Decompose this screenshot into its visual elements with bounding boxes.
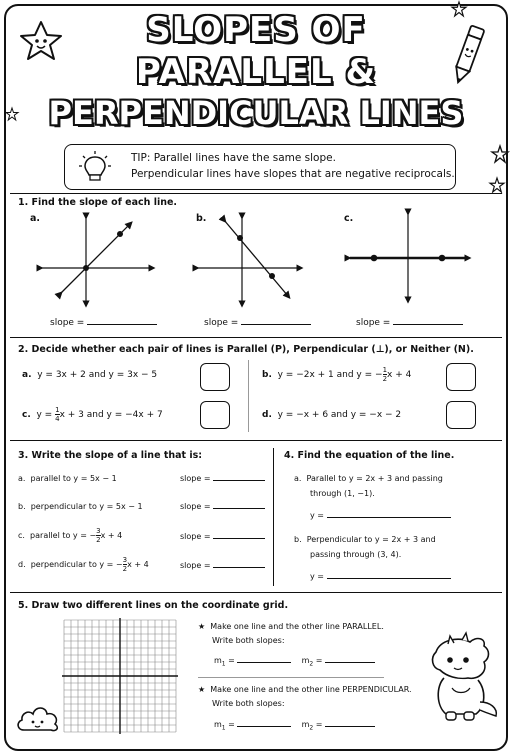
q4-a-line-1 (294, 474, 443, 483)
equals: = (228, 720, 235, 729)
equals: = (315, 656, 323, 665)
q2-a-label: a. (22, 370, 32, 380)
q4-b-text: Perpendicular to y = 2x + 3 and (306, 535, 436, 544)
q1-slope-a (50, 318, 157, 328)
q3-b-label: b. (18, 502, 26, 511)
q3-a-label: a. (18, 474, 26, 483)
answer-blank[interactable] (87, 324, 157, 325)
q4-a-answer (310, 511, 451, 520)
q4-b-line-2: passing through (3, 4). (310, 550, 402, 559)
q5-heading: 5. Draw two different lines on the coordinate grid. (18, 600, 289, 611)
q2-b-text2: x + 4 (387, 370, 412, 380)
answer-blank[interactable] (393, 324, 463, 325)
slope-label: slope = (204, 318, 239, 328)
star-icon (490, 178, 504, 192)
q3-item-c (18, 527, 122, 544)
q3-slope-d (180, 561, 265, 570)
answer-blank[interactable] (327, 517, 451, 518)
q5-inst1-line-2: Write both slopes: (212, 636, 285, 645)
q3-item-d (18, 556, 149, 573)
q3-c-label: c. (18, 531, 25, 540)
q5-inst1-text: Make one line and the other line PARALLEL. (210, 622, 384, 631)
page-title-line-2: PARALLEL & (135, 52, 377, 92)
answer-blank[interactable] (213, 508, 265, 509)
q4-b-answer (310, 572, 451, 581)
star-bullet-icon: ★ (198, 622, 206, 631)
q3-item-a (18, 474, 117, 483)
q5-instruction-2 (198, 685, 412, 694)
answer-blank[interactable] (213, 567, 265, 568)
frac-den: 4 (55, 415, 60, 423)
q5-inst2-line-2: Write both slopes: (212, 699, 285, 708)
equals: = (315, 720, 323, 729)
lightbulb-icon (75, 151, 115, 185)
q5-inst2-text: Make one line and the other line PERPENDICULAR. (210, 685, 412, 694)
slope-label: slope = (180, 532, 211, 541)
frac-num: 1 (382, 366, 388, 374)
dinosaur-icon (418, 632, 500, 724)
q2-b-text1: y = −2x + 1 and y = − (277, 370, 383, 380)
q3-slope-c (180, 532, 265, 541)
frac-num: 1 (55, 406, 60, 414)
q3-item-b (18, 502, 143, 511)
q2-a (22, 370, 157, 380)
q2-d (262, 410, 401, 420)
answer-blank[interactable] (241, 324, 311, 325)
equals: = (228, 656, 235, 665)
slope-label: slope = (180, 474, 211, 483)
m1-sub: 1 (221, 660, 226, 668)
answer-blank[interactable] (213, 538, 265, 539)
divider (10, 592, 502, 593)
q3-d-text: perpendicular to y = − (30, 560, 123, 569)
q2-b (262, 366, 411, 383)
answer-blank[interactable] (327, 578, 451, 579)
page-title-line-1: SLOPES OF (146, 10, 366, 50)
frac-den: 2 (122, 565, 128, 573)
slope-label: slope = (356, 318, 391, 328)
frac-num: 3 (96, 527, 101, 535)
y-label: y = (310, 511, 324, 520)
q4-a-line-2: through (1, −1). (310, 489, 375, 498)
q5-instruction-1 (198, 622, 384, 631)
column-divider (248, 360, 249, 432)
q3-slope-a (180, 474, 265, 483)
q3-heading: 3. Write the slope of a line that is: (18, 450, 203, 461)
q1-label-b: b. (196, 213, 207, 224)
q3-c-text-post: x + 4 (100, 531, 123, 540)
q1-graph-b (192, 212, 304, 308)
q2-heading: 2. Decide whether each pair of lines is Parallel (P), Perpendicular (⊥), or Neither (N). (18, 344, 474, 355)
q5-perpendicular-slopes (214, 720, 375, 732)
q2-b-answer-box[interactable] (446, 363, 476, 391)
q2-c-label: c. (22, 410, 31, 420)
slope-label: slope = (180, 561, 211, 570)
page-title-line-3: PERPENDICULAR LINES (48, 94, 464, 132)
q4-heading: 4. Find the equation of the line. (284, 450, 455, 461)
m2-sub: 2 (309, 724, 314, 732)
divider (10, 337, 502, 338)
column-divider (273, 448, 274, 586)
q3-slope-b (180, 502, 265, 511)
q2-b-label: b. (262, 370, 272, 380)
q4-a-label: a. (294, 474, 302, 483)
answer-blank[interactable] (237, 662, 291, 663)
q2-d-answer-box[interactable] (446, 401, 476, 429)
m2-label: m (301, 656, 310, 665)
q1-heading: 1. Find the slope of each line. (18, 197, 178, 208)
q2-d-label: d. (262, 410, 272, 420)
star-bullet-icon: ★ (198, 685, 206, 694)
q3-c-text: parallel to y = − (30, 531, 97, 540)
tip-box (64, 144, 456, 190)
answer-blank[interactable] (237, 726, 291, 727)
q1-label-c: c. (344, 213, 354, 224)
slope-label: slope = (180, 502, 211, 511)
q1-graph-a (36, 212, 156, 308)
frac-num: 3 (122, 556, 128, 564)
slope-label: slope = (50, 318, 85, 328)
y-label: y = (310, 572, 324, 581)
answer-blank[interactable] (325, 726, 375, 727)
tip-line-2: Perpendicular lines have slopes that are negative reciprocals. (131, 168, 455, 180)
answer-blank[interactable] (213, 480, 265, 481)
q4-a-text: Parallel to y = 2x + 3 and passing (306, 474, 443, 483)
frac-den: 2 (96, 536, 101, 544)
q4-b-line-1 (294, 535, 436, 544)
q2-a-text: y = 3x + 2 and y = 3x − 5 (37, 370, 158, 380)
cloud-icon (14, 700, 62, 734)
q1-slope-c (356, 318, 463, 328)
divider (198, 677, 384, 678)
q3-d-text-post: x + 4 (127, 560, 149, 569)
m1-sub: 1 (221, 724, 226, 732)
answer-blank[interactable] (325, 662, 375, 663)
frac-den: 2 (382, 375, 388, 383)
q3-d-label: d. (18, 560, 26, 569)
q3-b-text: perpendicular to y = 5x − 1 (30, 502, 143, 511)
q1-label-a: a. (30, 213, 41, 224)
q2-d-text: y = −x + 6 and y = −x − 2 (277, 410, 402, 420)
m1-label: m (214, 656, 222, 665)
q5-parallel-slopes (214, 656, 375, 668)
q2-c (22, 406, 163, 423)
star-icon (492, 146, 508, 162)
m2-label: m (301, 720, 310, 729)
q2-c-text1: y = (36, 410, 53, 420)
divider (10, 193, 502, 194)
q2-c-text2: x + 3 and y = −4x + 7 (59, 410, 163, 420)
q4-b-label: b. (294, 535, 302, 544)
q1-slope-b (204, 318, 311, 328)
q3-a-text: parallel to y = 5x − 1 (30, 474, 117, 483)
m2-sub: 2 (309, 660, 314, 668)
q1-graph-c (344, 208, 472, 304)
m1-label: m (214, 720, 222, 729)
q2-c-answer-box[interactable] (200, 401, 230, 429)
q2-a-answer-box[interactable] (200, 363, 230, 391)
divider (10, 440, 502, 441)
coordinate-grid[interactable] (60, 616, 180, 738)
tip-line-1: TIP: Parallel lines have the same slope. (131, 152, 336, 164)
